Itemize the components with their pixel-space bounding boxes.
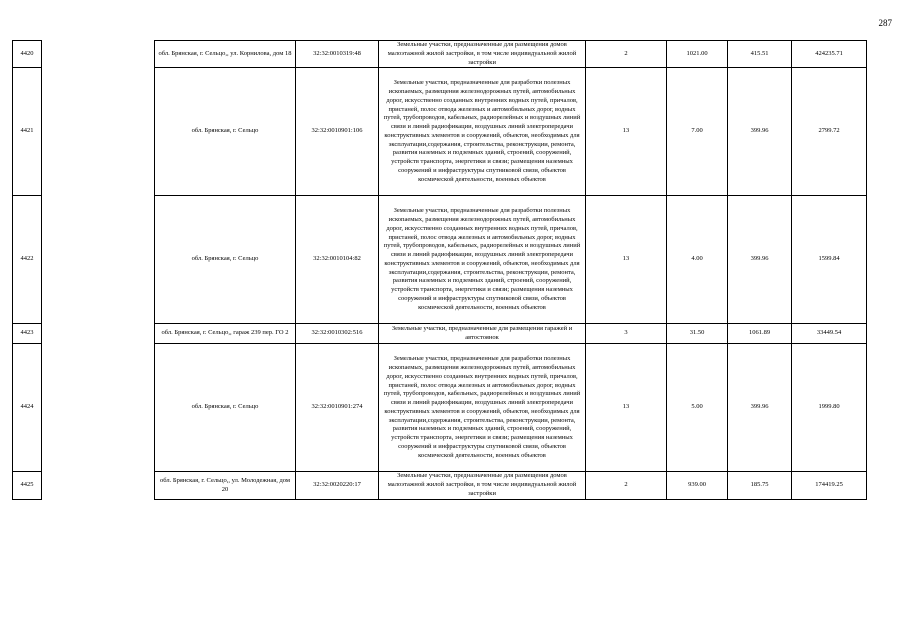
table-row (13, 68, 867, 196)
cadastral-number-cell: 32:32:0010901:106 (296, 68, 379, 196)
table-row (13, 41, 867, 68)
address-cell: обл. Брянская, г. Сельцо (155, 196, 296, 324)
cadastral-number-cell: 32:32:0010319:48 (296, 41, 379, 68)
code-cell: 13 (586, 68, 667, 196)
code-cell: 2 (586, 41, 667, 68)
area-cell: 7.00 (667, 68, 728, 196)
land-registry-table (12, 40, 867, 500)
row-id: 4424 (13, 344, 42, 472)
cadastral-number-cell: 32:32:0010104:82 (296, 196, 379, 324)
rate-cell: 399.96 (728, 68, 792, 196)
table-row (13, 196, 867, 324)
cadastral-number-cell: 32:32:0010901:274 (296, 344, 379, 472)
table-row (13, 324, 867, 344)
address-cell: обл. Брянская, г. Сельцо (155, 344, 296, 472)
row-id: 4420 (13, 41, 42, 68)
spacer-cell (42, 68, 155, 196)
purpose-cell: Земельные участки, предназначенные для разработки полезных ископаемых, размещения железнодорожных путей, автомобильных дорог, искусственно созданных внутренних водных путей, причалов, пристаней, полос отвода железных и автомобильных дорог, водных путей, трубопроводов, кабельных, радиорелейных и воздушных линий связи и линий радиофикации, воздушных линий электропередачи конструктивных элементов и сооружений, объектов, необходимых для эксплуатации,содержания, строительства, реконструкции, ремонта, развития наземных и подземных зданий, строений, сооружений, устройств транспорта, энергетики и связи; размещения наземных сооружений и инфраструктуры спутниковой связи, объектов космической деятельности, военных объектов (379, 344, 586, 472)
page-number: 287 (878, 18, 892, 28)
address-cell: обл. Брянская, г. Сельцо,, ул. Молодежная, дом 20 (155, 472, 296, 499)
value-cell: 424235.71 (792, 41, 867, 68)
purpose-cell: Земельные участки, предназначенные для разработки полезных ископаемых, размещения железнодорожных путей, автомобильных дорог, искусственно созданных внутренних водных путей, причалов, пристаней, полос отвода железных и автомобильных дорог, водных путей, трубопроводов, кабельных, радиорелейных и воздушных линий связи и линий радиофикации, воздушных линий электропередачи конструктивных элементов и сооружений, объектов, необходимых для эксплуатации,содержания, строительства, реконструкции, ремонта, развития наземных и подземных зданий, строений, сооружений, устройств транспорта, энергетики и связи; размещения наземных сооружений и инфраструктуры спутниковой связи, объектов космической деятельности, военных объектов (379, 196, 586, 324)
spacer-cell (42, 324, 155, 344)
rate-cell: 399.96 (728, 196, 792, 324)
spacer-cell (42, 344, 155, 472)
value-cell: 2799.72 (792, 68, 867, 196)
area-cell: 5.00 (667, 344, 728, 472)
table-row (13, 344, 867, 472)
address-cell: обл. Брянская, г. Сельцо (155, 68, 296, 196)
purpose-cell: Земельные участки, предназначенные для разработки полезных ископаемых, размещения железнодорожных путей, автомобильных дорог, искусственно созданных внутренних водных путей, причалов, пристаней, полос отвода железных и автомобильных дорог, водных путей, трубопроводов, кабельных, радиорелейных и воздушных линий связи и линий радиофикации, воздушных линий электропередачи конструктивных элементов и сооружений, объектов, необходимых для эксплуатации,содержания, строительства, реконструкции, ремонта, развития наземных и подземных зданий, строений, сооружений, устройств транспорта, энергетики и связи; размещения наземных сооружений и инфраструктуры спутниковой связи, объектов космической деятельности, военных объектов (379, 68, 586, 196)
code-cell: 3 (586, 324, 667, 344)
row-id: 4422 (13, 196, 42, 324)
rate-cell: 399.96 (728, 344, 792, 472)
address-cell: обл. Брянская, г. Сельцо,, гараж 239 пер. ГО 2 (155, 324, 296, 344)
cadastral-number-cell: 32:32:0020220:17 (296, 472, 379, 499)
area-cell: 1021.00 (667, 41, 728, 68)
cadastral-number-cell: 32:32:0010302:516 (296, 324, 379, 344)
spacer-cell (42, 472, 155, 499)
code-cell: 2 (586, 472, 667, 499)
spacer-cell (42, 41, 155, 68)
value-cell: 174419.25 (792, 472, 867, 499)
code-cell: 13 (586, 344, 667, 472)
area-cell: 4.00 (667, 196, 728, 324)
purpose-cell: Земельные участки, предназначенные для размещения домов малоэтажной жилой застройки, в том числе индивидуальной жилой застройки (379, 472, 586, 499)
value-cell: 1999.80 (792, 344, 867, 472)
row-id: 4425 (13, 472, 42, 499)
table-row (13, 472, 867, 499)
row-id: 4421 (13, 68, 42, 196)
value-cell: 33449.54 (792, 324, 867, 344)
rate-cell: 185.75 (728, 472, 792, 499)
purpose-cell: Земельные участки, предназначенные для размещения домов малоэтажной жилой застройки, в том числе индивидуальной жилой застройки (379, 41, 586, 68)
spacer-cell (42, 196, 155, 324)
area-cell: 31.50 (667, 324, 728, 344)
purpose-cell: Земельные участки, предназначенные для размещения гаражей и автостоянок (379, 324, 586, 344)
address-cell: обл. Брянская, г. Сельцо,, ул. Корнилова, дом 18 (155, 41, 296, 68)
rate-cell: 415.51 (728, 41, 792, 68)
code-cell: 13 (586, 196, 667, 324)
value-cell: 1599.84 (792, 196, 867, 324)
area-cell: 939.00 (667, 472, 728, 499)
row-id: 4423 (13, 324, 42, 344)
rate-cell: 1061.89 (728, 324, 792, 344)
